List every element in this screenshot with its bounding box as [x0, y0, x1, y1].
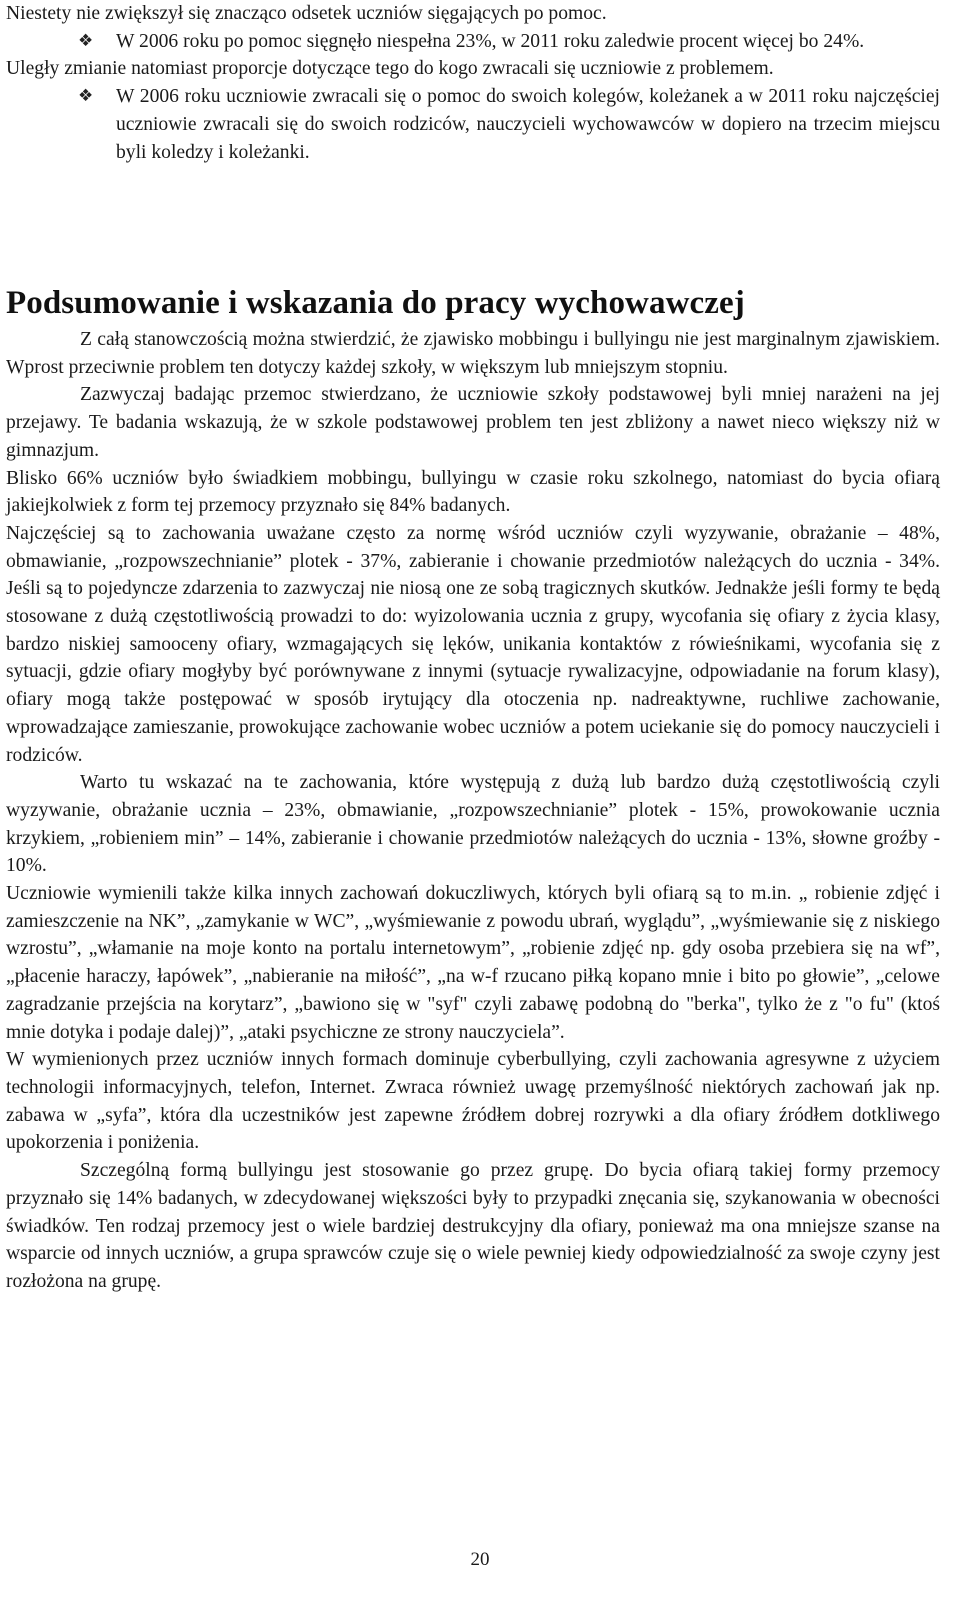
- summary-body: [6, 326, 940, 1296]
- paragraph-najczesciej: Najczęściej są to zachowania uważane często za normę wśród uczniów czyli wyzywanie, obrażanie – 48%, obmawianie, „rozpowszechnianie” plotek - 37%, zabieranie i chowanie przedmiotów należących do ucznia - 34%. Jeśli są to pojedyncze zdarzenia to zazwyczaj nie niosą one ze sobą tragicznych skutków. Jednakże jeśli formy te będą stosowane z dużą częstotliwością prowadzi to do: wyizolowania ucznia z grupy, wycofania się ofiary z życia klasy, bardzo niskiej samooceny ofiary, wzmagających się lęków, unikania kontaktów z rówieśnikami, wycofania się z sytuacji, gdzie ofiary mogłyby być porównywane z innymi (sytuacje rywalizacyjne, odpowiadanie na forum klasy), ofiary mogą także postępować w sposób irytujący dla otoczenia np. nadreaktywne, ruchliwe zachowanie, wprowadzające zamieszanie, prowokujące zachowanie wobec uczniów a potem uciekanie się do pomocy nauczycieli i rodziców.: [6, 522, 940, 766]
- paragraph-stanowczosc: Z całą stanowczością można stwierdzić, że zjawisko mobbingu i bullyingu nie jest marginalnym zjawiskiem. Wprost przeciwnie problem ten dotyczy każdej szkoły, w większym lub mniejszym stopniu.: [6, 329, 940, 378]
- bullet-item-2006-pomoc: [6, 28, 940, 56]
- paragraph-warto-wskazac: Warto tu wskazać na te zachowania, które występują z dużą lub bardzo dużą częstotliwością czyli wyzywanie, obrażanie ucznia – 23%, obmawianie, „rozpowszechnianie” plotek - 15%, prowokowanie ucznia krzykiem, „robieniem min” – 14%, zabieranie i chowanie przedmiotów należących do ucznia - 13%, słowne groźby - 10%.: [6, 772, 940, 877]
- paragraph-blisko-66: Blisko 66% uczniów było świadkiem mobbingu, bullyingu w czasie roku szkolnego, natomiast do bycia ofiarą jakiejkolwiek z form tej przemocy przyznało się 84% badanych.: [6, 467, 940, 517]
- diamond-fleuron-icon: ❖: [78, 86, 94, 107]
- bullet-item-2006-zwracali: [6, 83, 940, 166]
- paragraph-zazwyczaj: Zazwyczaj badając przemoc stwierdzano, że uczniowie szkoły podstawowej byli mniej narażeni na jej przejawy. Te badania wskazują, że w szkole podstawowej problem ten jest zbliżony a nawet nieco większy niż w gimnazjum.: [6, 384, 940, 461]
- paragraph-inne-zachowania: Uczniowie wymienili także kilka innych zachowań dokuczliwych, których byli ofiarą są to m.in. „ robienie zdjęć i zamieszczenie na NK”, „zamykanie w WC”, „wyśmiewanie z powodu ubrań, wyglądu”, „wyśmiewanie się z niskiego wzrostu”, „włamanie na moje konto na portalu internetowym”, „robienie zdjęć np. gdy osoba przebiera się na wf”, „płacenie haraczy, łapówek”, „nabieranie na miłość”, „na w-f rzucano piłką kopano mnie i bito po głowie”, „celowe zagradzanie przejścia na korytarz”, „bawiono się w "syf" czyli zabawę podobną do "berka", tylko że z "o fu" (ktoś mnie dotyka i podaje dalej)”, „ataki psychiczne ze strony nauczyciela”.: [6, 883, 940, 1043]
- paragraph-grupa: Szczególną formą bullyingu jest stosowanie go przez grupę. Do bycia ofiarą takiej formy przemocy przyznało się 14% badanych, w zdecydowanej większości były to przypadki znęcania się, szykanowania w obecności świadków. Ten rodzaj przemocy jest o wiele bardziej destrukcyjny dla ofiary, ponieważ ma ona mniejsze szanse na wsparcie od innych uczniów, a grupa sprawców czuje się o wiele pewniej kiedy odpowiedzialność za swoje czyny jest rozłożona na grupę.: [6, 1160, 940, 1292]
- section-heading-wrap: [6, 283, 745, 323]
- page-number: 20: [470, 1549, 490, 1570]
- bullet-text: W 2006 roku uczniowie zwracali się o pomoc do swoich kolegów, koleżanek a w 2011 roku najczęściej uczniowie zwracali się do swoich rodziców, nauczycieli wychowawców w dopiero na trzecim miejscu byli koledzy i koleżanki.: [116, 86, 940, 163]
- bullet-text: W 2006 roku po pomoc sięgnęło niespełna 23%, w 2011 roku zaledwie procent więcej bo 24%.: [116, 30, 865, 52]
- diamond-fleuron-icon: ❖: [78, 30, 94, 51]
- paragraph-proporcje: Uległy zmianie natomiast proporcje dotyczące tego do kogo zwracali się uczniowie z problemem.: [6, 58, 774, 80]
- document-page: [6, 0, 940, 166]
- paragraph-intro: Niestety nie zwiększył się znacząco odsetek uczniów sięgających po pomoc.: [6, 3, 607, 24]
- paragraph-cyberbullying: W wymienionych przez uczniów innych formach dominuje cyberbullying, czyli zachowania agresywne z użyciem technologii informacyjnych, telefon, Internet. Zwraca również uwagę przemyślność niektórych zachowań jak np. zabawa w „syfa”, która dla uczestników jest zapewne źródłem dobrej rozrywki a dla ofiary źródłem dotkliwego upokorzenia i poniżenia.: [6, 1049, 940, 1154]
- section-heading: Podsumowanie i wskazania do pracy wychowawczej: [6, 285, 745, 321]
